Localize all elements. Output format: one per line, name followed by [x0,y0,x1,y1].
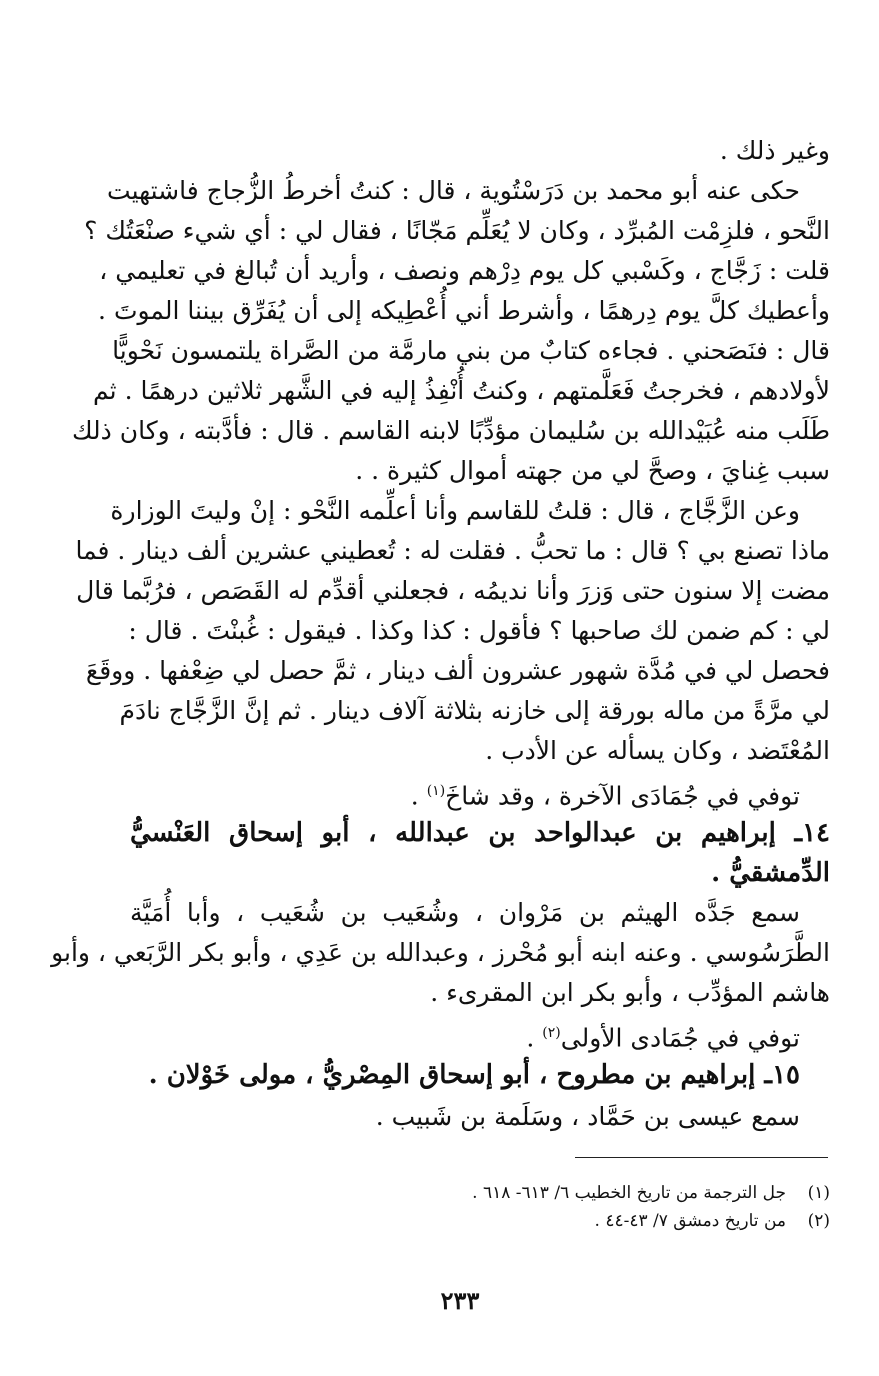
body-line: وغير ذلك . [719,136,830,165]
body-line: مضت إلا سنون حتى وَزرَ وأنا نديمُه ، فجعلني أقدِّم له القَصَص ، فرُبَّما قال [76,576,830,605]
body-line: لأولادهم ، فخرجتُ فَعَلَّمتهم ، وكنتُ أُنْفِذُ إليه في الشَّهر ثلاثين درهمًا . ثم [93,376,830,405]
page-number: ٢٣٣ [440,1286,480,1315]
body-line: حكى عنه أبو محمد بن دَرَسْتُوية ، قال : كنتُ أخرطُ الزُّجاج فاشتهيت [107,176,800,205]
entry-heading: ١٤ـ إبراهيم بن عبدالواحد بن عبدالله ، أبو إسحاق العَنْسيُّ [130,818,830,848]
punctuation: . [526,1023,543,1053]
body-line: وأعطيك كلَّ يوم دِرهمًا ، وأشرط أني أُعْطِيكه إلى أن يُفَرِّق بيننا الموتَ . [98,296,830,325]
body-line: وعن الزَّجَّاج ، قال : قلتُ للقاسم وأنا أعلِّمه النَّحْو : إنْ وليتَ الوزارة [110,496,800,525]
body-line: قلت : زَجَّاج ، وكَسْبي كل يوم دِرْهم ونصف ، وأريد أن تُبالغ في تعليمي ، [99,256,830,285]
footnote [350,1208,830,1234]
body-line: سبب غِنايَ ، وصحَّ لي من جهته أموال كثيرة . . [355,456,830,485]
death-note-text: توفي في جُمَادى الأولى [560,1023,800,1053]
death-note [130,1013,800,1053]
body-line: النَّحو ، فلزِمْت المُبرِّد ، وكان لا يُعَلِّم مَجّانًا ، فقال لي : أي شيء صنْعَتُك ؟ [84,216,830,245]
footnote-text: من تاريخ دمشق ٧/ ٤٣-٤٤ . [594,1211,786,1231]
footnote-number: (١) [807,1183,830,1203]
body-line: الطَّرَسُوسي . وعنه ابنه أبو مُحْرز ، وعبدالله بن عَدِي ، وأبو بكر الرَّبَعي ، وأبو [51,938,830,967]
body-line: فحصل لي في مُدَّة شهور عشرون ألف دينار ، ثمَّ حصل لي ضِعْفها . ووقَعَ [85,656,830,685]
death-note [130,771,800,811]
body-line: هاشم المؤدِّب ، وأبو بكر ابن المقرىء . [430,978,830,1007]
body-line: قال : فنَصَحني . فجاءه كتابٌ من بني مارمَّة من الصَّراة يلتمسون نَحْويًّا [112,336,830,365]
body-line: لي : كم ضمن لك صاحبها ؟ فأقول : كذا وكذا . فيقول : غُبنْتَ . قال : [128,616,830,645]
punctuation: . [410,781,427,811]
body-line: ماذا تصنع بي ؟ قال : ما تحبُّ . فقلت له : تُعطيني عشرين ألف دينار . فما [75,536,830,565]
body-line: لي مرَّةً من ماله بورقة إلى خازنه بثلاثة آلاف دينار . ثم إنَّ الزَّجَّاج نادَمَ [119,696,830,725]
body-line: سمع عيسى بن حَمَّاد ، وسَلَمة بن شَبيب . [375,1102,800,1131]
footnote-separator [575,1157,828,1158]
footnote-ref: (٢) [542,1025,561,1041]
body-line: طَلَب منه عُبَيْدالله بن سُليمان مؤدِّبًا لابنه القاسم . قال : فأدَّبته ، وكان ذلك [71,416,830,445]
footnote [350,1180,830,1206]
body-line: المُعْتَضد ، وكان يسأله عن الأدب . [485,736,830,765]
footnote-number: (٢) [807,1211,830,1231]
footnote-ref: (١) [426,783,446,799]
death-note-text: توفي في جُمَادَى الآخرة ، وقد شاخَ [445,781,800,811]
entry-heading: الدِّمشقيُّ . [711,858,830,888]
entry-heading: ١٥ـ إبراهيم بن مطروح ، أبو إسحاق المِصْريُّ ، مولى خَوْلان . [148,1060,800,1090]
footnote-text: جل الترجمة من تاريخ الخطيب ٦/ ٦١٣- ٦١٨ . [472,1183,786,1203]
body-line: سمع جَدَّه الهيثم بن مَرْوان ، وشُعَيب بن شُعَيب ، وأبا أُمَيَّة [130,898,800,927]
